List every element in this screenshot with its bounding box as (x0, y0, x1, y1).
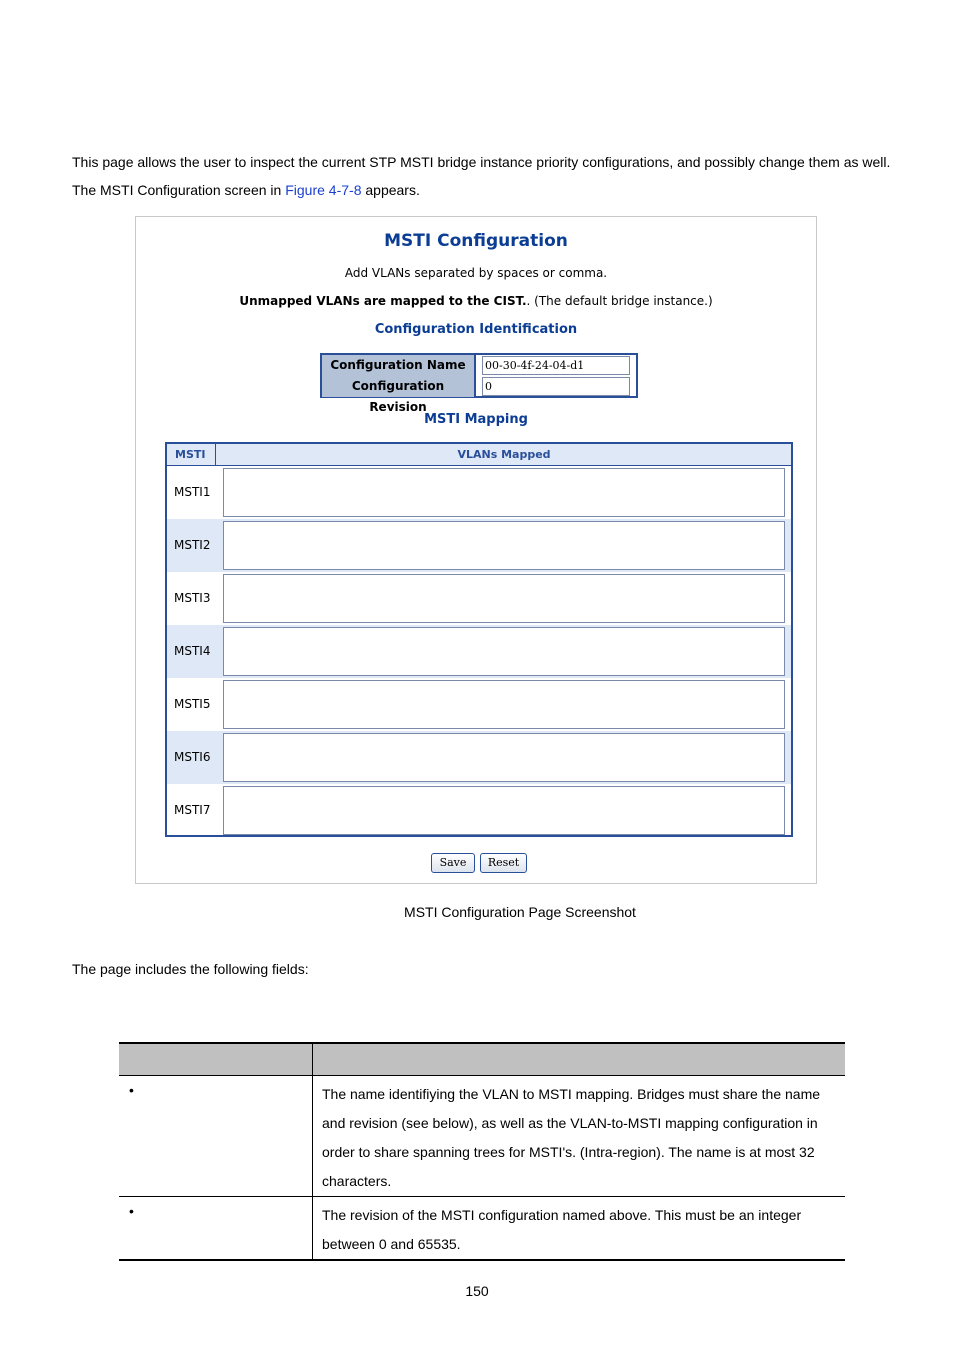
instruction-text: Add VLANs separated by spaces or comma. (344, 266, 608, 280)
msti2-vlans-textarea[interactable] (223, 521, 785, 570)
field-description-cell: The name identifiying the VLAN to MSTI mapping. Bridges must share the name and revision (see below), as well as the VLAN-to-MSTI mapping configuration in order to share spanning trees for MSTI's. (Intra-region). The name is at most 32 characters. (322, 1086, 821, 1189)
msti3-row (167, 572, 791, 625)
field-object-cell (119, 1197, 313, 1259)
msti5-label: MSTI5 (174, 697, 211, 711)
config-name-label: Configuration Name (322, 355, 476, 376)
figure-caption: MSTI Configuration Page Screenshot (404, 904, 636, 920)
msti-mapping-table (165, 442, 793, 837)
msti1-label: MSTI1 (174, 485, 211, 499)
config-revision-row (322, 376, 636, 414)
field-table-header (119, 1044, 845, 1076)
reset-button[interactable]: Reset (480, 853, 527, 873)
field-description-cell: The revision of the MSTI configuration named above. This must be an integer between 0 and 65535. (322, 1207, 802, 1252)
msti7-row (167, 784, 791, 837)
bullet-icon: • (129, 1203, 134, 1219)
config-revision-input[interactable]: 0 (482, 377, 630, 396)
msti5-row (167, 678, 791, 731)
msti2-label: MSTI2 (174, 538, 211, 552)
config-name-row (322, 355, 636, 376)
config-revision-label: Configuration Revision (322, 376, 476, 397)
msti6-label: MSTI6 (174, 750, 211, 764)
msti4-row (167, 625, 791, 678)
bullet-icon: • (129, 1082, 134, 1098)
msti4-label: MSTI4 (174, 644, 211, 658)
msti-mapping-heading: MSTI Mapping (424, 412, 528, 427)
msti7-vlans-textarea[interactable] (223, 786, 785, 835)
page-title: MSTI Configuration (384, 231, 568, 251)
config-name-input[interactable]: 00-30-4f-24-04-d1 (482, 356, 630, 375)
msti2-row (167, 519, 791, 572)
config-identification-heading: Configuration Identification (374, 322, 578, 337)
intro-text-end: appears. (361, 182, 420, 198)
field-row-config-revision (119, 1197, 845, 1259)
header-vlans-mapped: VLANs Mapped (457, 448, 551, 461)
page-number: 150 (465, 1283, 489, 1299)
field-row-config-name (119, 1076, 845, 1197)
msti5-vlans-textarea[interactable] (223, 680, 785, 729)
msti6-vlans-textarea[interactable] (223, 733, 785, 782)
cist-note-bold: Unmapped VLANs are mapped to the CIST. (239, 294, 527, 308)
msti3-vlans-textarea[interactable] (223, 574, 785, 623)
msti-configuration-screenshot (135, 216, 817, 884)
save-button[interactable]: Save (431, 853, 475, 873)
intro-paragraph (72, 148, 892, 204)
fields-intro-text: The page includes the following fields: (72, 961, 309, 977)
msti4-vlans-textarea[interactable] (223, 627, 785, 676)
config-identification-table (320, 353, 638, 414)
field-object-cell (119, 1076, 313, 1196)
msti1-row (167, 466, 791, 519)
header-divider (215, 444, 216, 465)
header-column-divider (312, 1044, 313, 1075)
mapping-header-row (167, 444, 791, 466)
msti1-vlans-textarea[interactable] (223, 468, 785, 517)
figure-link[interactable]: Figure 4-7-8 (285, 182, 362, 198)
cist-note-rest: . (The default bridge instance.) (526, 294, 713, 308)
intro-text: This page allows the user to inspect the current STP MSTI bridge instance priority configurations, and possibly change them as well. The MSTI Configuration screen in (72, 154, 891, 198)
header-msti: MSTI (175, 448, 206, 461)
msti3-label: MSTI3 (174, 591, 211, 605)
msti7-label: MSTI7 (174, 803, 211, 817)
cist-note (136, 294, 816, 308)
field-description-table (119, 1042, 845, 1261)
msti6-row (167, 731, 791, 784)
